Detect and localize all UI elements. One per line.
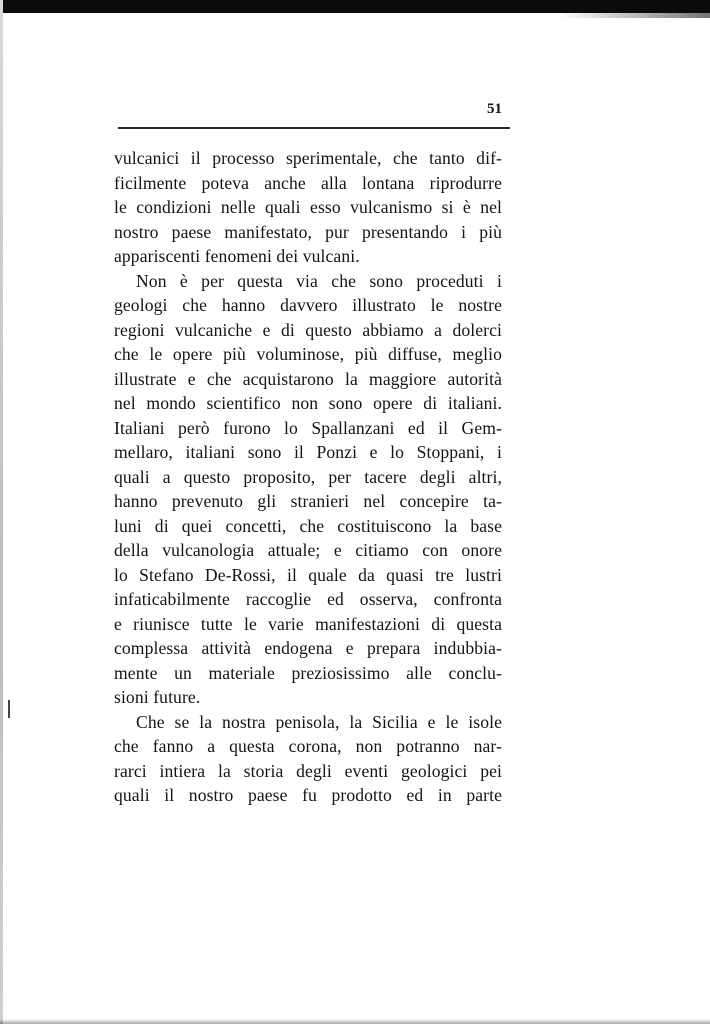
text-line: appariscenti fenomeni dei vulcani. — [114, 246, 360, 266]
paragraph — [114, 146, 502, 269]
text-line: nel mondo scientifico non sono opere di italiani. — [114, 393, 502, 413]
page-number: 51 — [487, 101, 502, 117]
text-line: regioni vulcaniche e di questo abbiamo a dolerci — [114, 319, 502, 340]
text-line: rarci intiera la storia degli eventi geologici pei — [114, 760, 502, 781]
text-line: della vulcanologia attuale; e citiamo con onore — [114, 540, 502, 560]
body-text — [114, 146, 502, 808]
scan-top-border — [0, 0, 710, 13]
text-line: le condizioni nelle quali esso vulcanismo si è nel — [114, 197, 502, 217]
text-line: nostro paese manifestato, pur presentando i più — [114, 221, 502, 242]
text-line: ficilmente poteva anche alla lontana riprodurre — [114, 172, 502, 193]
text-line: hanno prevenuto gli stranieri nel concepire ta- — [114, 491, 502, 511]
text-line: mente un materiale preziosissimo alle conclu- — [114, 662, 502, 683]
scan-top-shadow — [560, 13, 710, 18]
text-line: e riunisce tutte le varie manifestazioni di questa — [114, 613, 502, 634]
scan-bottom-edge — [0, 1019, 710, 1024]
text-line: sioni future. — [114, 687, 201, 707]
paragraph — [114, 269, 502, 710]
text-line: mellaro, italiani sono il Ponzi e lo Stoppani, i — [114, 442, 502, 462]
text-line: lo Stefano De-Rossi, il quale da quasi tre lustri — [114, 564, 502, 585]
text-line: complessa attività endogena e prepara indubbia- — [114, 638, 502, 658]
scan-left-edge — [0, 0, 3, 1024]
text-line: Italiani però furono lo Spallanzani ed il Gem- — [114, 417, 502, 438]
text-line: Che se la nostra penisola, la Sicilia e le isole — [136, 711, 502, 732]
text-line: che fanno a questa corona, non potranno nar- — [114, 736, 502, 756]
text-line: vulcanici il processo sperimentale, che tanto dif- — [114, 148, 502, 168]
text-line: geologi che hanno davvero illustrato le nostre — [114, 295, 502, 315]
text-line: quali il nostro paese fu prodotto ed in parte — [114, 785, 502, 805]
text-line: luni di quei concetti, che costituiscono la base — [114, 515, 502, 536]
paragraph — [114, 710, 502, 808]
text-line: quali a questo proposito, per tacere degli altri, — [114, 466, 502, 487]
text-line: Non è per questa via che sono proceduti i — [136, 270, 502, 291]
text-line: illustrate e che acquistarono la maggiore autorità — [114, 368, 502, 389]
header-rule — [118, 127, 510, 129]
text-line: infaticabilmente raccoglie ed osserva, confronta — [114, 589, 502, 609]
text-line: che le opere più voluminose, più diffuse, meglio — [114, 344, 502, 364]
scan-left-mark — [0, 700, 10, 718]
